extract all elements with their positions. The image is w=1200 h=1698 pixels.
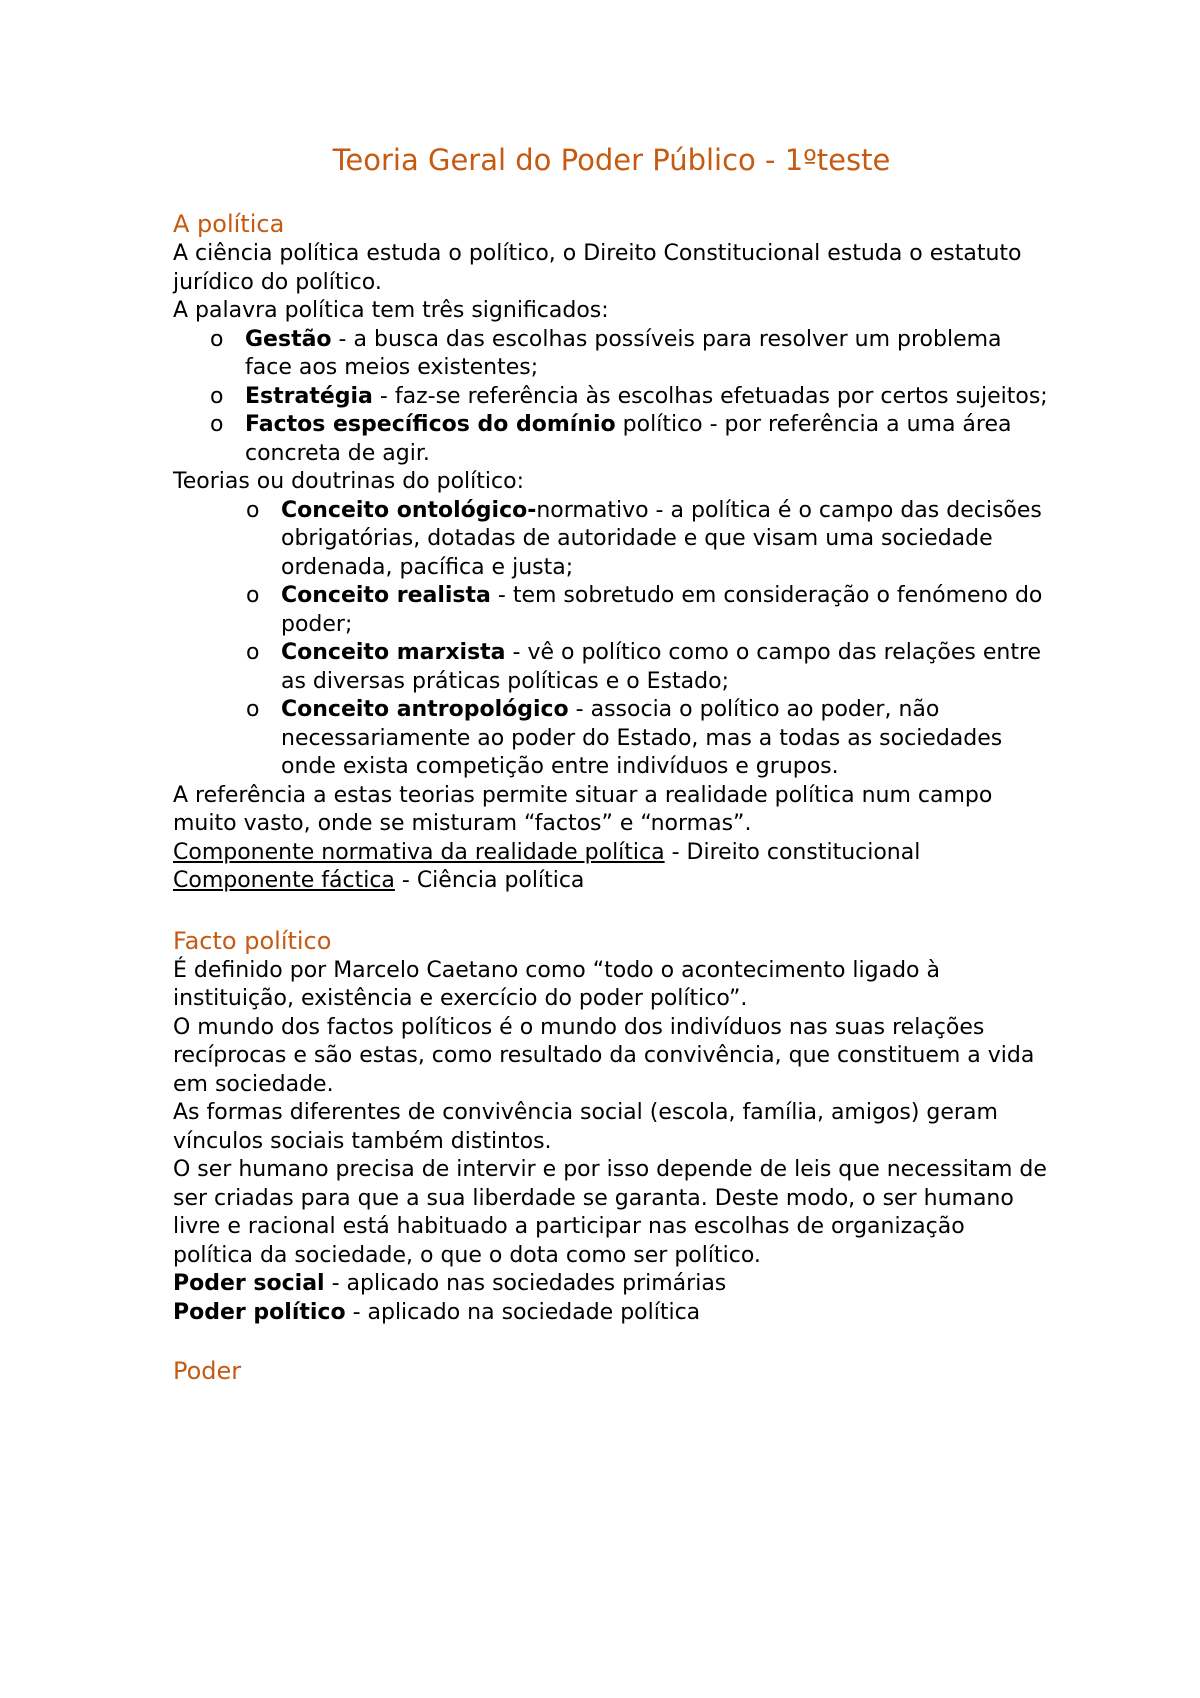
definition: associa o político ao poder, não necessariamente ao poder do Estado, mas a todas as sociedades onde exista competição entre indivíduos e grupos. — [281, 697, 1003, 779]
spacer — [173, 896, 1050, 925]
paragraph: A ciência política estuda o político, o Direito Constitucional estuda o estatuto jurídico do político. — [173, 241, 1022, 295]
power-line — [173, 1270, 1050, 1299]
bullet-icon: o — [210, 412, 224, 437]
definition: faz-se referência às escolhas efetuadas por certos sujeitos; — [394, 383, 1048, 409]
list-item — [173, 639, 1050, 696]
underlined-term: Componente normativa da realidade política — [173, 839, 665, 865]
bullet-icon: o — [210, 383, 224, 409]
paragraph: O mundo dos factos políticos é o mundo dos indivíduos nas suas relações recíprocas e são estas, como resultado da convivência, que constituem a vida em sociedade. — [173, 1014, 1035, 1097]
definition: vê o político como o campo das relações entre as diversas práticas políticas e o Estado; — [281, 640, 1042, 694]
separator: - — [372, 383, 395, 409]
underlined-term: Componente fáctica — [173, 868, 395, 893]
separator: - — [331, 326, 354, 352]
separator: - — [648, 497, 671, 523]
bullet-icon: o — [246, 583, 260, 608]
meanings-list — [173, 326, 1050, 469]
term: Factos específicos do domínio — [245, 412, 616, 437]
term: Poder político — [173, 1299, 346, 1325]
paragraph: A palavra política tem três significados: — [173, 298, 609, 323]
definition: - aplicado nas sociedades primárias — [324, 1271, 727, 1296]
component-rest: - Ciência política — [394, 868, 585, 893]
separator: - — [568, 697, 591, 722]
bullet-icon: o — [246, 640, 260, 665]
term-suffix: normativo — [536, 497, 649, 523]
component-rest: - Direito constitucional — [664, 839, 921, 865]
paragraph: O ser humano precisa de intervir e por isso depende de leis que necessitam de ser criadas para que a sua liberdade se garanta. Deste modo, o ser humano livre e racional está habituado a participar nas escolhas de organização política da sociedade, o que o dota como ser político. — [173, 1157, 1047, 1268]
term: Conceito ontológico- — [281, 497, 537, 523]
definition: a busca das escolhas possíveis para resolver um problema face aos meios existentes; — [245, 326, 1002, 380]
separator: - — [490, 583, 513, 608]
section-heading-politica: A política — [173, 210, 285, 238]
component-line — [173, 839, 1050, 868]
section-heading-poder: Poder — [173, 1357, 242, 1385]
paragraph: As formas diferentes de convivência social (escola, família, amigos) geram vínculos sociais também distintos. — [173, 1100, 998, 1154]
definition: - aplicado na sociedade política — [345, 1299, 701, 1325]
term-suffix: político — [615, 412, 703, 437]
list-item — [173, 497, 1050, 583]
list-item — [173, 326, 1050, 383]
definition: por referência a uma área concreta de agir. — [245, 412, 1012, 466]
term: Poder social — [173, 1271, 325, 1296]
separator: - — [702, 412, 725, 437]
definition: a política é o campo das decisões obrigatórias, dotadas de autoridade e que visam uma sociedade ordenada, pacífica e justa; — [281, 497, 1042, 580]
bullet-icon: o — [246, 697, 260, 722]
term: Conceito antropológico — [281, 697, 569, 722]
separator: - — [505, 640, 528, 665]
paragraph: Teorias ou doutrinas do político: — [173, 469, 524, 494]
section-heading-facto-politico: Facto político — [173, 926, 332, 955]
list-item — [173, 582, 1050, 639]
definition: tem sobretudo em consideração o fenómeno do poder; — [281, 583, 1043, 637]
bullet-icon: o — [246, 497, 260, 523]
theories-list — [173, 497, 1050, 782]
term: Estratégia — [245, 383, 373, 409]
paragraph: É definido por Marcelo Caetano como “todo o acontecimento ligado à instituição, existência e exercício do poder político”. — [173, 957, 940, 1011]
component-line — [173, 867, 1050, 896]
paragraph: A referência a estas teorias permite situar a realidade política num campo muito vasto, onde se misturam “factos” e “normas”. — [173, 782, 993, 836]
term: Conceito marxista — [281, 640, 506, 665]
document-title: Teoria Geral do Poder Público - 1ºteste — [332, 143, 891, 177]
power-line — [173, 1299, 1050, 1328]
term: Gestão — [245, 326, 332, 352]
list-item — [173, 696, 1050, 782]
term: Conceito realista — [281, 583, 491, 608]
bullet-icon: o — [210, 326, 224, 352]
list-item — [173, 383, 1050, 412]
list-item — [173, 411, 1050, 468]
spacer — [173, 1327, 1050, 1355]
